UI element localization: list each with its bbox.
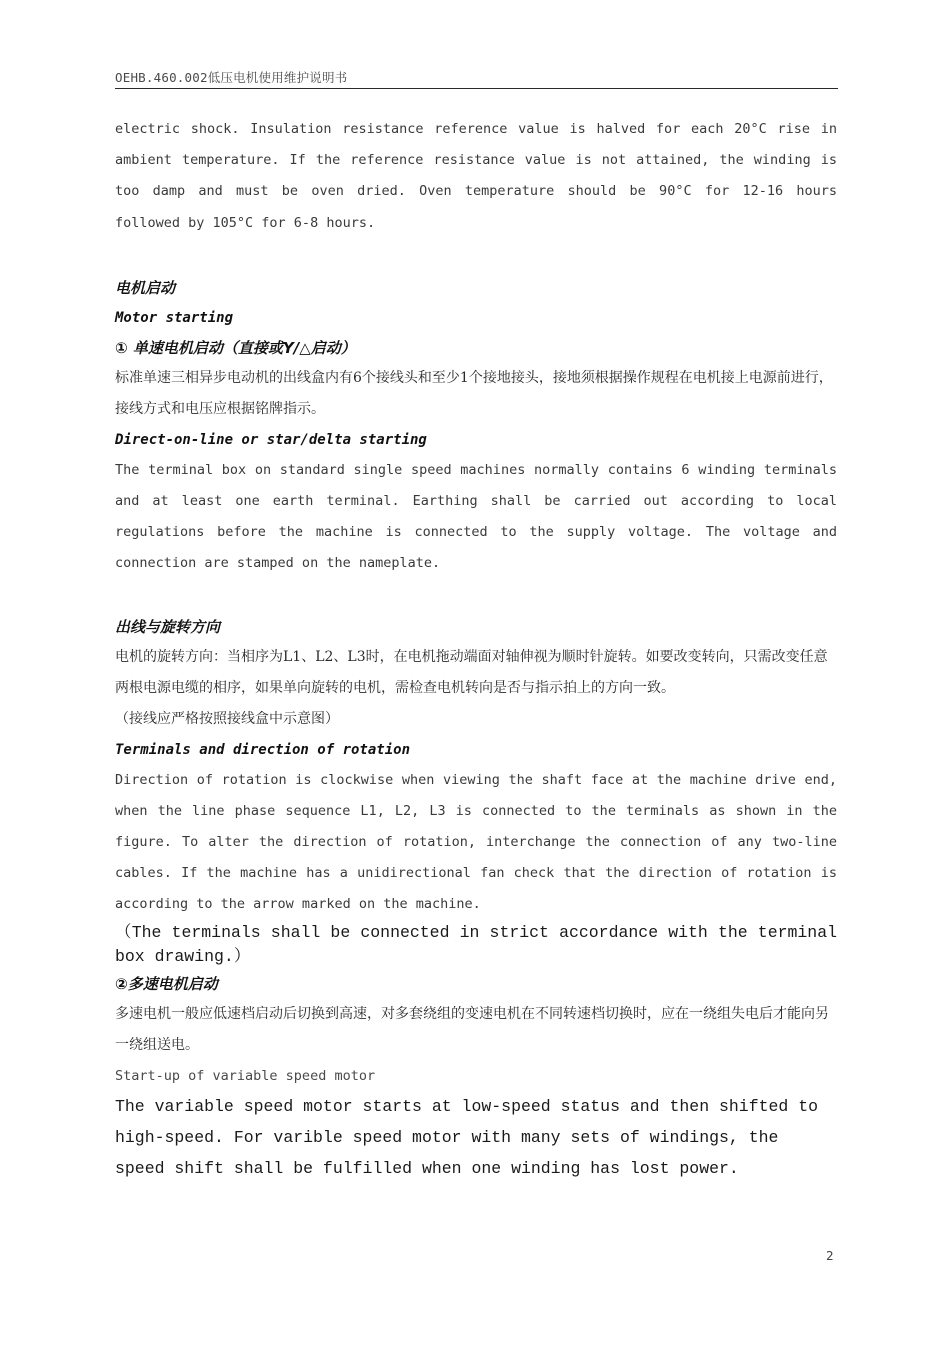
single-speed-paragraph-cn: 标准单速三相异步电动机的出线盒内有6个接线头和至少1个接地接头，接地须根据操作规程在电机接上电源前进行，接线方式和电压应根据铭牌指示。 bbox=[115, 369, 833, 417]
section-heading-motor-starting-en: Motor starting bbox=[115, 309, 234, 326]
section-heading-motor-starting-cn: 电机启动 bbox=[115, 278, 176, 297]
page-header: OEHB.460.002低压电机使用维护说明书 bbox=[115, 70, 348, 85]
page-content bbox=[115, 114, 837, 1185]
single-speed-paragraph-en: The terminal box on standard single speed machines normally contains 6 winding terminals and at least one earth terminal. Earthing shall be carried out according to local regulations before the machine is connected to the supply voltage. The voltage and connection are stamped on the nameplate. bbox=[115, 461, 837, 572]
rotation-paragraph-cn: 电机的旋转方向：当相序为L1、L2、L3时，在电机拖动端面对轴伸视为顺时针旋转。如要改变转向，只需改变任意两根电源电缆的相序，如果单向旋转的电机，需检查电机转向是否与指示拍上的方向一致。 bbox=[115, 648, 828, 696]
subsection-heading-single-speed-en: Direct-on-line or star/delta starting bbox=[115, 431, 427, 448]
header-divider bbox=[115, 88, 838, 89]
multi-speed-paragraph-en: The variable speed motor starts at low-speed status and then shifted to high-speed. For varible speed motor with many sets of windings, the speed shift shall be fulfilled when one winding has lost power. bbox=[115, 1096, 819, 1179]
rotation-note-cn: （接线应严格按照接线盒中示意图） bbox=[115, 710, 339, 727]
page-number: 2 bbox=[826, 1248, 834, 1263]
subsection-heading-single-speed-cn: ① 单速电机启动（直接或Y/△启动） bbox=[115, 338, 356, 357]
insulation-paragraph: electric shock. Insulation resistance reference value is halved for each 20°C rise in ambient temperature. If the reference resistance value is not attained, the winding is too damp and must be oven dried. Oven temperature should be 90°C for 12-16 hours followed by 105°C for 6-8 hours. bbox=[115, 121, 837, 231]
subsection-heading-multi-speed-cn: ②多速电机启动 bbox=[115, 974, 218, 993]
section-heading-rotation-cn: 出线与旋转方向 bbox=[115, 617, 221, 636]
section-heading-rotation-en: Terminals and direction of rotation bbox=[115, 741, 411, 758]
subsection-heading-multi-speed-en: Start-up of variable speed motor bbox=[115, 1067, 376, 1084]
rotation-note-en: （The terminals shall be connected in strict accordance with the terminal box drawing.） bbox=[115, 922, 837, 966]
rotation-paragraph-en: Direction of rotation is clockwise when viewing the shaft face at the machine drive end, when the line phase sequence L1, L2, L3 is connected to the terminals as shown in the figure. To alter the direction of rotation, interchange the connection of any two-line cables. If the machine has a unidirectional fan check that the direction of rotation is according to the arrow marked on the machine. bbox=[115, 771, 837, 913]
multi-speed-paragraph-cn: 多速电机一般应低速档启动后切换到高速，对多套绕组的变速电机在不同转速档切换时，应在一绕组失电后才能向另一绕组送电。 bbox=[115, 1005, 829, 1053]
